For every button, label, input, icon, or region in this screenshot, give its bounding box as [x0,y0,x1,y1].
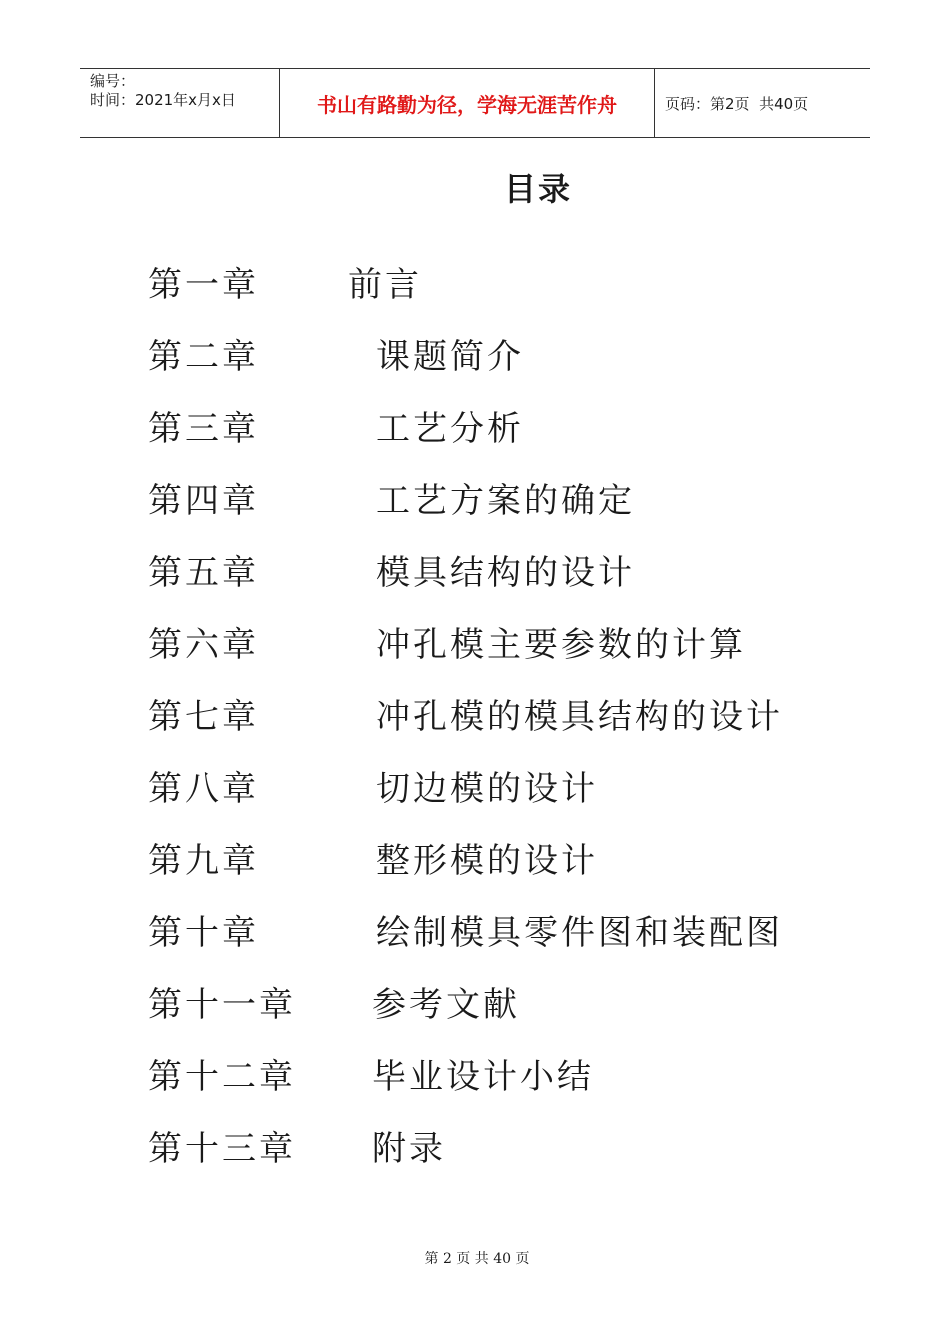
toc-item [148,476,848,548]
toc-chapter: 第十一章 [148,985,296,1025]
toc-title: 课题简介 [376,337,524,377]
toc-item [148,404,848,476]
toc-title: 参考文献 [372,985,520,1025]
header-page-info: 页码：第2页 共40页 [665,94,809,113]
header-time-label: 时间：2021年x月x日 [90,91,236,109]
toc-title: 附录 [372,1129,446,1169]
toc-item [148,980,848,1052]
toc-title: 切边模的设计 [376,769,598,809]
toc-item [148,1052,848,1124]
toc-item [148,332,848,404]
toc-chapter: 第四章 [148,481,259,521]
toc-item [148,692,848,764]
document-title: 目录 [503,170,572,208]
table-of-contents [148,260,848,1196]
toc-chapter: 第八章 [148,769,259,809]
toc-item [148,548,848,620]
toc-item [148,620,848,692]
toc-chapter: 第十三章 [148,1129,296,1169]
toc-title: 冲孔模的模具结构的设计 [376,697,783,737]
toc-chapter: 第十二章 [148,1057,296,1097]
page-header [80,68,870,138]
toc-title: 整形模的设计 [376,841,598,881]
toc-chapter: 第七章 [148,697,259,737]
toc-chapter: 第十章 [148,913,259,953]
toc-chapter: 第二章 [148,337,259,377]
toc-title: 工艺分析 [376,409,524,449]
toc-chapter: 第九章 [148,841,259,881]
toc-item [148,836,848,908]
toc-item [148,260,848,332]
header-meta [80,69,280,137]
toc-title: 冲孔模主要参数的计算 [376,625,746,665]
toc-item [148,1124,848,1196]
toc-item [148,764,848,836]
toc-title: 工艺方案的确定 [376,481,635,521]
toc-chapter: 第五章 [148,553,259,593]
toc-chapter: 第三章 [148,409,259,449]
page-footer: 第 2 页 共 40 页 [424,1251,530,1267]
toc-title: 绘制模具零件图和装配图 [376,913,783,953]
toc-title: 前言 [348,265,422,305]
toc-title: 模具结构的设计 [376,553,635,593]
toc-title: 毕业设计小结 [372,1057,594,1097]
toc-item [148,908,848,980]
toc-chapter: 第一章 [148,265,259,305]
toc-chapter: 第六章 [148,625,259,665]
header-motto: 书山有路勤为径，学海无涯苦作舟 [280,69,655,137]
header-number-label: 编号： [90,72,136,90]
